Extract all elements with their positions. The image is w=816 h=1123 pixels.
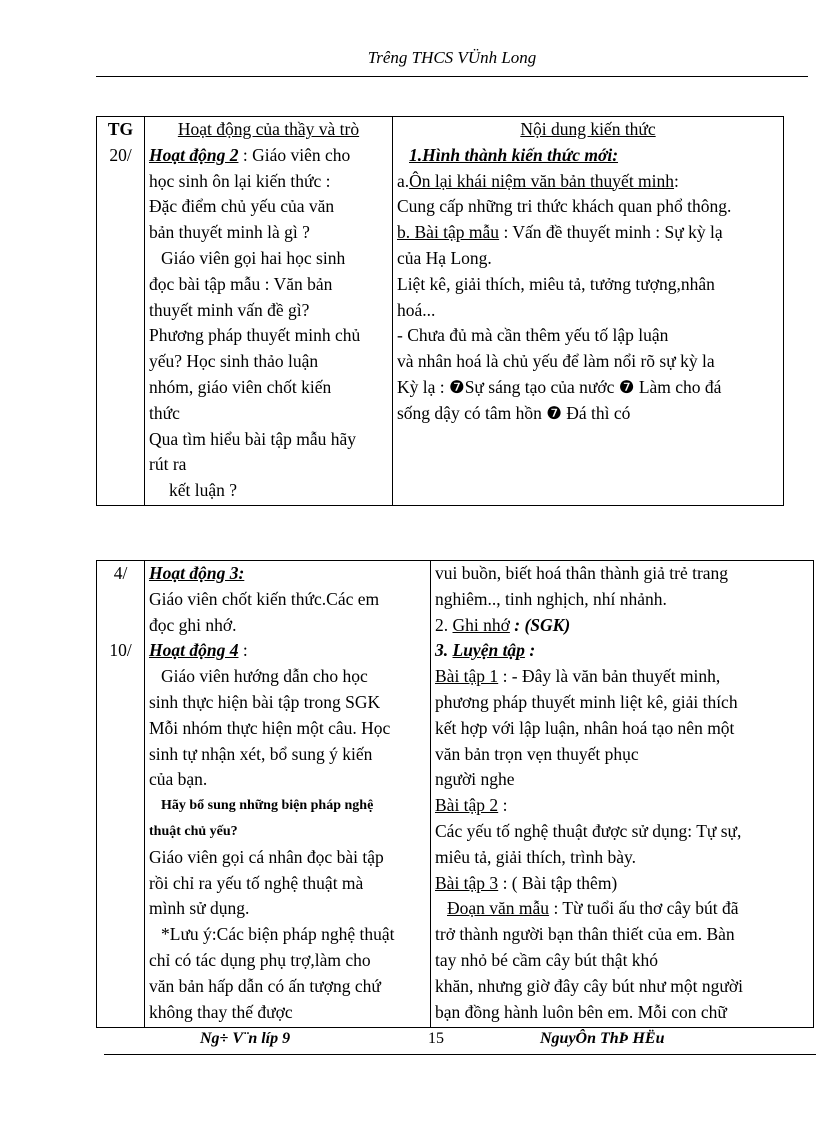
text: Mỗi nhóm thực hiện một câu. Học: [149, 717, 391, 738]
subheading: Ôn lại khái niệm văn bản thuyết minh: [409, 170, 675, 191]
text: :: [674, 170, 679, 191]
lesson-table-1: [96, 116, 784, 506]
text: 3.: [435, 640, 453, 661]
text: người nghe: [435, 769, 515, 790]
text: sinh tự nhận xét, bổ sung ý kiến: [149, 743, 373, 764]
text: học sinh ôn lại kiến thức :: [149, 170, 331, 191]
text: : Giáo viên cho: [242, 144, 351, 165]
time-value: 20/: [109, 144, 132, 165]
text: và nhân hoá là chủ yếu để làm nổi rõ sự kỳ la: [397, 351, 715, 372]
text: Kỳ lạ : ❼Sự sáng tạo của nước ❼ Làm cho đá: [397, 376, 722, 397]
text: Đặc điểm chủ yếu của văn: [149, 196, 335, 217]
text: phương pháp thuyết minh liệt kê, giải thích: [435, 691, 738, 712]
text: : Vấn đề thuyết minh : Sự kỳ lạ: [503, 222, 723, 243]
text: 2.: [435, 614, 453, 635]
text: nhóm, giáo viên chốt kiến: [149, 376, 332, 397]
section-heading: 1.Hình thành kiến thức mới:: [409, 144, 619, 165]
text: kết luận ?: [169, 480, 238, 501]
col-activity-header: Hoạt động của thầy và trò: [177, 119, 360, 139]
subheading: Luyện tập: [452, 640, 525, 661]
text: a.: [397, 170, 410, 191]
text: - Chưa đủ mà cần thêm yếu tố lập luận: [397, 325, 669, 346]
bai-tap-2-line: [435, 793, 809, 819]
text: Giáo viên gọi cá nhân đọc bài tập: [149, 846, 384, 867]
text: mình sử dụng.: [149, 898, 250, 919]
text: thức: [149, 402, 180, 423]
text: Phương pháp thuyết minh chủ: [149, 325, 361, 346]
text: thuyết minh vấn đề gì?: [149, 299, 310, 320]
luyen-tap-line: [435, 638, 809, 664]
text: của bạn.: [149, 769, 208, 790]
text: : (SGK): [514, 614, 571, 635]
text: văn bản trọn vẹn thuyết phục: [435, 743, 639, 764]
footer-subject: Ng÷ V¨n líp 9: [200, 1030, 291, 1047]
text: [397, 220, 779, 246]
text: Cung cấp những tri thức khách quan phổ thông.: [397, 196, 732, 217]
text: : - Đây là văn bản thuyết minh,: [502, 666, 721, 687]
text: :: [242, 640, 248, 661]
subheading: b. Bài tập mẫu: [397, 222, 500, 243]
text: văn bản hấp dẫn có ấn tượng chứ: [149, 975, 381, 996]
col-content-header: Nội dung kiến thức: [520, 119, 656, 139]
col-time-header: TG: [107, 119, 134, 139]
text: đọc bài tập mẫu : Văn bản: [149, 273, 333, 294]
footer-author: NguyÔn ThÞ HËu: [540, 1030, 665, 1047]
text: Hãy bổ sung những biện pháp nghệ: [161, 798, 374, 814]
text: :: [529, 640, 536, 661]
activity-4-line: [149, 638, 426, 664]
doan-van-mau-line: [435, 896, 809, 922]
text: bạn đồng hành luôn bên em. Mỗi con chữ: [435, 1001, 727, 1022]
text: không thay thế được: [149, 1001, 293, 1022]
text: sống dậy có tâm hồn ❼ Đá thì có: [397, 402, 631, 423]
activity-3-title: Hoạt động 3:: [149, 563, 245, 583]
activity-column: [145, 561, 431, 1028]
header-rule: [96, 76, 808, 77]
text: *Lưu ý:Các biện pháp nghệ thuật: [161, 924, 395, 945]
activity-2-line: [149, 143, 388, 169]
text: rồi chỉ ra yếu tố nghệ thuật mà: [149, 872, 364, 893]
text: thuật chủ yếu?: [149, 823, 238, 839]
text: Liệt kê, giải thích, miêu tả, tưởng tượng,nhân: [397, 273, 715, 294]
text: của Hạ Long.: [397, 247, 492, 268]
subheading: Bài tập 3: [435, 872, 499, 893]
text: : Từ tuổi ấu thơ cây bút đã: [553, 898, 739, 919]
content-column: [393, 117, 784, 506]
text: [397, 169, 779, 195]
text: vui buồn, biết hoá thân thành giả trẻ trang: [435, 563, 729, 583]
text: miêu tả, giải thích, trình bày.: [435, 846, 637, 867]
footer-rule: [104, 1054, 816, 1055]
activity-column: [145, 117, 393, 506]
text: hoá...: [397, 299, 436, 320]
text: Giáo viên chốt kiến thức.Các em: [149, 588, 380, 609]
text: Giáo viên hướng dẫn cho học: [161, 666, 368, 687]
activity-4-title: Hoạt động 4: [149, 640, 239, 661]
subheading: Bài tập 2: [435, 795, 499, 816]
text: Các yếu tố nghệ thuật được sử dụng: Tự sự,: [435, 820, 742, 841]
lesson-table-2: [96, 560, 814, 1028]
text: nghiêm.., tinh nghịch, nhí nhảnh.: [435, 588, 667, 609]
content-column: [431, 561, 814, 1028]
text: :: [502, 795, 508, 816]
text: : ( Bài tập thêm): [502, 872, 618, 893]
time-column: [97, 561, 145, 1028]
page-header: Trêng THCS VÜnh Long: [367, 48, 537, 67]
text: chỉ có tác dụng phụ trợ,làm cho: [149, 949, 371, 970]
text: kết hợp với lập luận, nhân hoá tạo nên một: [435, 717, 735, 738]
text: trở thành người bạn thân thiết của em. Bàn: [435, 924, 735, 945]
text: khăn, nhưng giờ đây cây bút như một người: [435, 975, 743, 996]
text: rút ra: [149, 454, 187, 475]
time-value: 4/: [113, 563, 128, 583]
time-column: [97, 117, 145, 506]
spacer: [101, 587, 140, 638]
bai-tap-3-line: [435, 871, 809, 897]
bai-tap-1-line: [435, 664, 809, 690]
subheading: Đoạn văn mẫu: [447, 898, 550, 919]
subheading: Bài tập 1: [435, 666, 499, 687]
text: bản thuyết minh là gì ?: [149, 222, 310, 243]
ghi-nho-line: [435, 613, 809, 639]
subheading: Ghi nhớ: [452, 614, 510, 635]
text: sinh thực hiện bài tập trong SGK: [149, 691, 381, 712]
text: yếu? Học sinh thảo luận: [149, 351, 319, 372]
activity-2-title: Hoạt động 2: [149, 144, 239, 165]
page-number: 15: [428, 1030, 444, 1047]
text: tay nhỏ bé cầm cây bút thật khó: [435, 949, 659, 970]
time-value: 10/: [109, 639, 132, 660]
text: Giáo viên gọi hai học sinh: [161, 247, 346, 268]
text: đọc ghi nhớ.: [149, 614, 237, 635]
text: Qua tìm hiểu bài tập mẫu hãy: [149, 428, 357, 449]
